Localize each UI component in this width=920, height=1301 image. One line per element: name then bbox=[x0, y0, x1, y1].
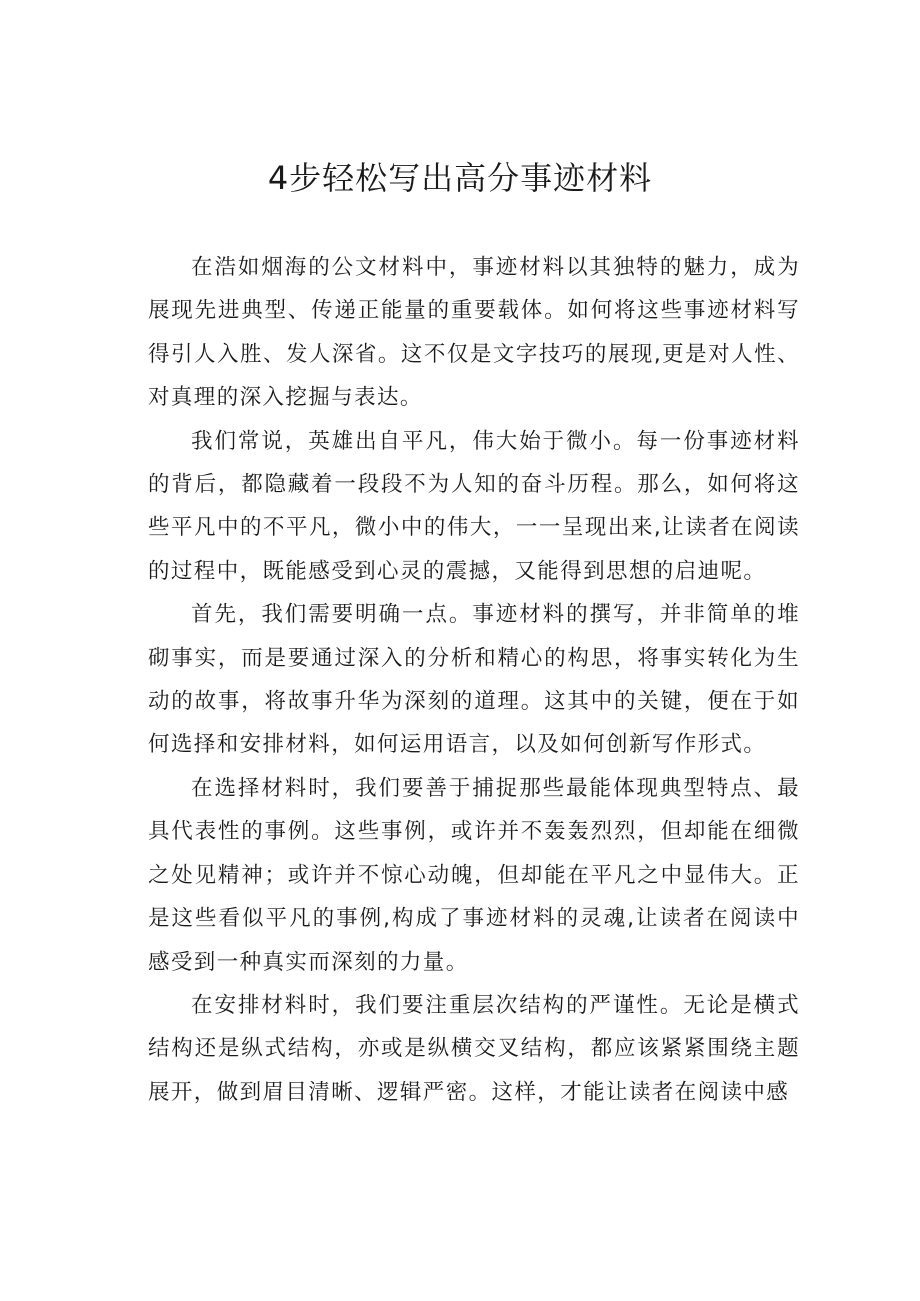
paragraph-4: 在选择材料时，我们要善于捕捉那些最能体现典型特点、最具代表性的事例。这些事例，或许并不轰轰烈烈，但却能在细微之处见精神；或许并不惊心动魄，但却能在平凡之中显伟大。正是这些看似平凡的事例,构成了事迹材料的灵魂,让读者在阅读中感受到一种真实而深刻的力量。 bbox=[148, 775, 800, 975]
document-body bbox=[148, 246, 800, 1114]
paragraph-1: 在浩如烟海的公文材料中，事迹材料以其独特的魅力，成为展现先进典型、传递正能量的重要载体。如何将这些事迹材料写得引人入胜、发人深省。这不仅是文字技巧的展现,更是对人性、对真理的深入挖掘与表达。 bbox=[148, 255, 800, 411]
paragraph-5: 在安排材料时，我们要注重层次结构的严谨性。无论是横式结构还是纵式结构，亦或是纵横交叉结构，都应该紧紧围绕主题展开，做到眉目清晰、逻辑严密。这样，才能让读者在阅读中感 bbox=[148, 992, 800, 1105]
document-title: 4步轻松写出高分事迹材料 bbox=[267, 159, 653, 197]
paragraph-3: 首先，我们需要明确一点。事迹材料的撰写，并非简单的堆砌事实，而是要通过深入的分析和精心的构思，将事实转化为生动的故事，将故事升华为深刻的道理。这其中的关键，便在于如何选择和安排材料，如何运用语言，以及如何创新写作形式。 bbox=[148, 602, 800, 758]
paragraph-2: 我们常说，英雄出自平凡，伟大始于微小。每一份事迹材料的背后，都隐藏着一段段不为人知的奋斗历程。那么，如何将这些平凡中的不平凡，微小中的伟大，一一呈现出来,让读者在阅读的过程中，既能感受到心灵的震撼，又能得到思想的启迪呢。 bbox=[148, 428, 800, 584]
